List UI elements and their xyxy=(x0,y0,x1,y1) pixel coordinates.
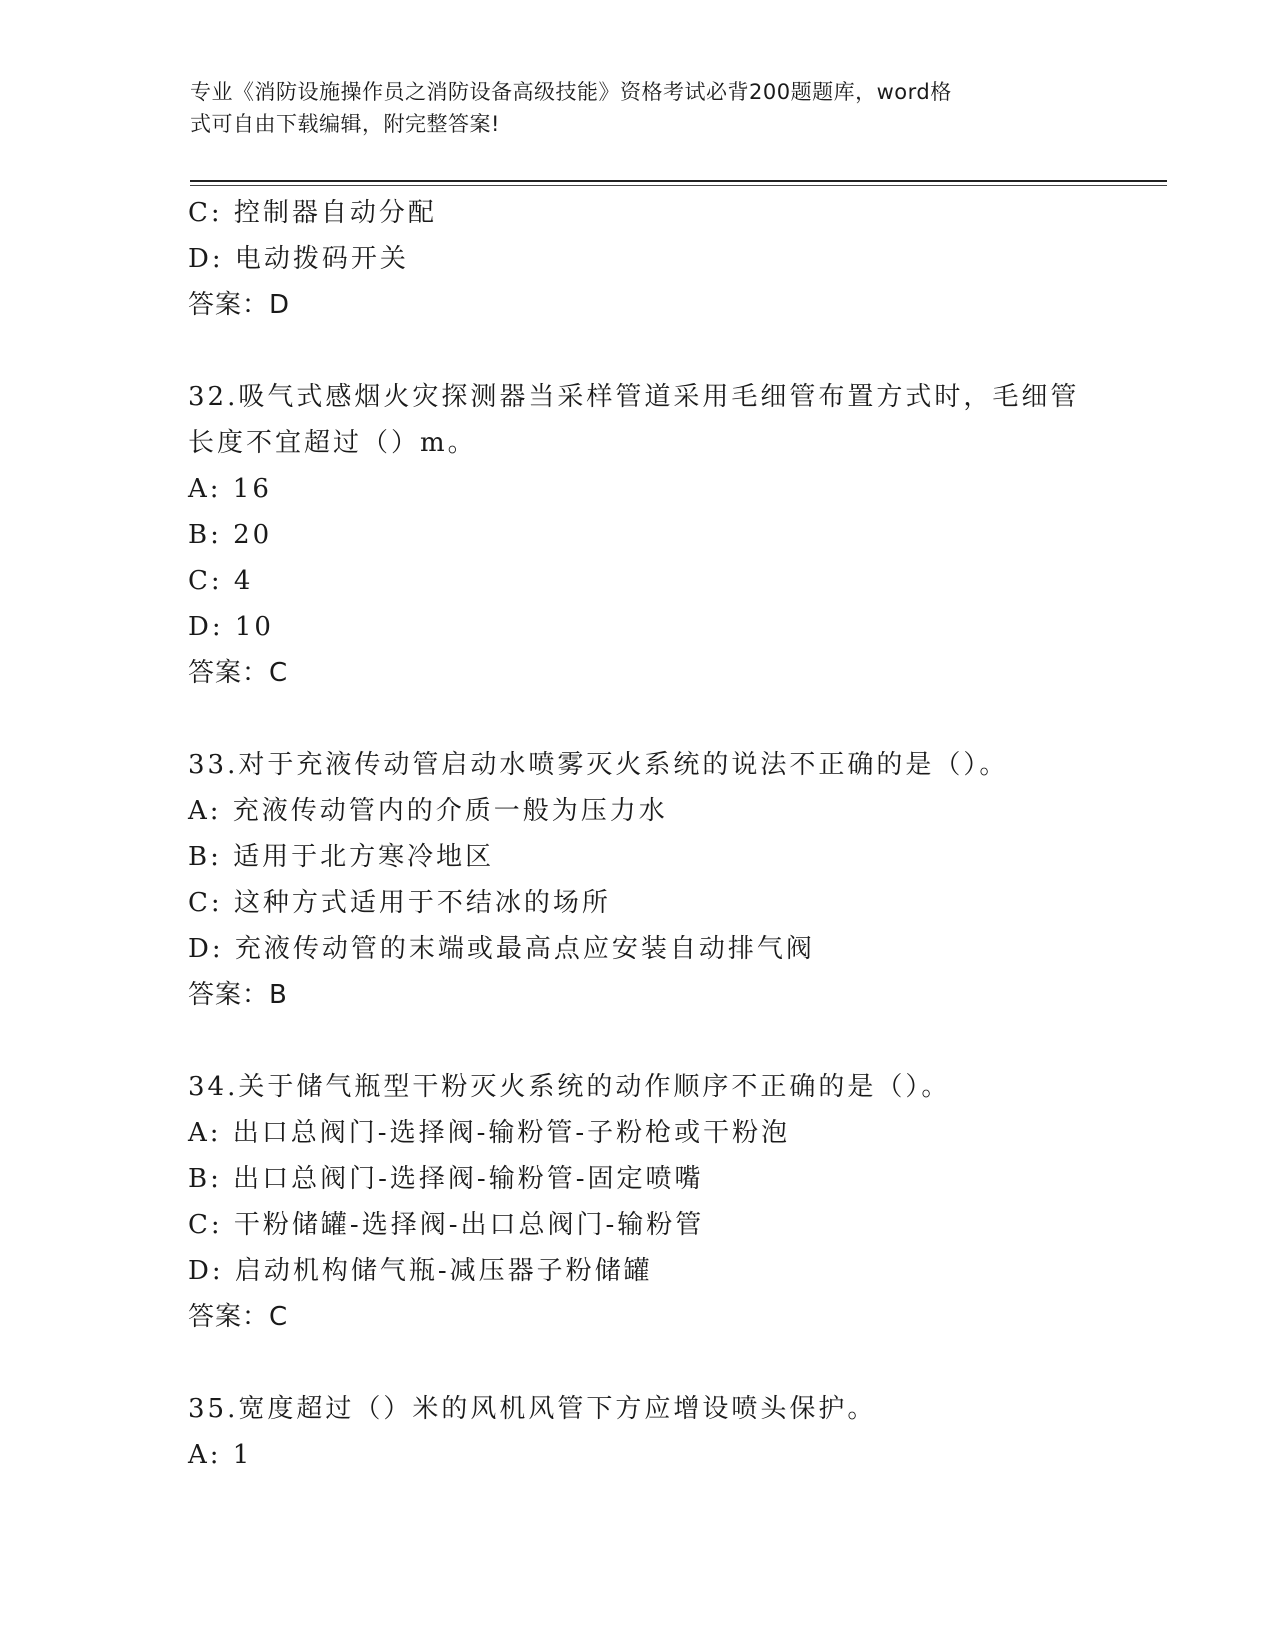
question-gap xyxy=(188,1340,1088,1386)
question-stem: 长度不宜超过（）m。 xyxy=(188,428,477,458)
option-b: B: 20 xyxy=(188,520,273,550)
answer-line: 答案：C xyxy=(188,658,289,688)
option-b: B: 适用于北方寒冷地区 xyxy=(188,842,495,872)
option-d: D: 充液传动管的末端或最高点应安装自动排气阀 xyxy=(188,934,815,964)
question-33 xyxy=(188,742,1088,1018)
question-stem: 35.宽度超过（）米的风机风管下方应增设喷头保护。 xyxy=(188,1394,877,1424)
option-d: D: 10 xyxy=(188,612,274,642)
option-d: D: 启动机构储气瓶-减压器子粉储罐 xyxy=(188,1256,653,1286)
header-line-2: 式可自由下载编辑，附完整答案! xyxy=(190,112,500,136)
document-header xyxy=(190,76,1090,140)
option-c: C: 这种方式适用于不结冰的场所 xyxy=(188,888,611,918)
header-rule-thin xyxy=(190,185,1167,186)
question-stem: 34.关于储气瓶型干粉灭火系统的动作顺序不正确的是（）。 xyxy=(188,1072,951,1102)
question-gap xyxy=(188,696,1088,742)
question-gap xyxy=(188,328,1088,374)
question-gap xyxy=(188,1018,1088,1064)
question-32 xyxy=(188,374,1088,696)
option-a: A: 出口总阀门-选择阀-输粉管-子粉枪或干粉泡 xyxy=(188,1118,791,1148)
header-line-1: 专业《消防设施操作员之消防设备高级技能》资格考试必背200题题库，word格 xyxy=(190,80,952,104)
question-list xyxy=(188,190,1088,1478)
option-a: A: 16 xyxy=(188,474,272,504)
question-31-tail xyxy=(188,190,1088,328)
question-stem: 33.对于充液传动管启动水喷雾灭火系统的说法不正确的是（）。 xyxy=(188,750,1009,780)
answer-line: 答案：D xyxy=(188,290,291,320)
option-d: D: 电动拨码开关 xyxy=(188,244,409,274)
question-34 xyxy=(188,1064,1088,1340)
question-35 xyxy=(188,1386,1088,1478)
option-a: A: 1 xyxy=(188,1440,253,1470)
answer-line: 答案：C xyxy=(188,1302,289,1332)
option-c: C: 干粉储罐-选择阀-出口总阀门-输粉管 xyxy=(188,1210,705,1240)
option-c: C: 控制器自动分配 xyxy=(188,198,437,228)
answer-line: 答案：B xyxy=(188,980,288,1010)
option-a: A: 充液传动管内的介质一般为压力水 xyxy=(188,796,668,826)
question-stem: 32.吸气式感烟火灾探测器当采样管道采用毛细管布置方式时，毛细管 xyxy=(188,382,1080,412)
option-b: B: 出口总阀门-选择阀-输粉管-固定喷嘴 xyxy=(188,1164,704,1194)
header-rule-thick xyxy=(190,180,1167,182)
option-c: C: 4 xyxy=(188,566,254,596)
